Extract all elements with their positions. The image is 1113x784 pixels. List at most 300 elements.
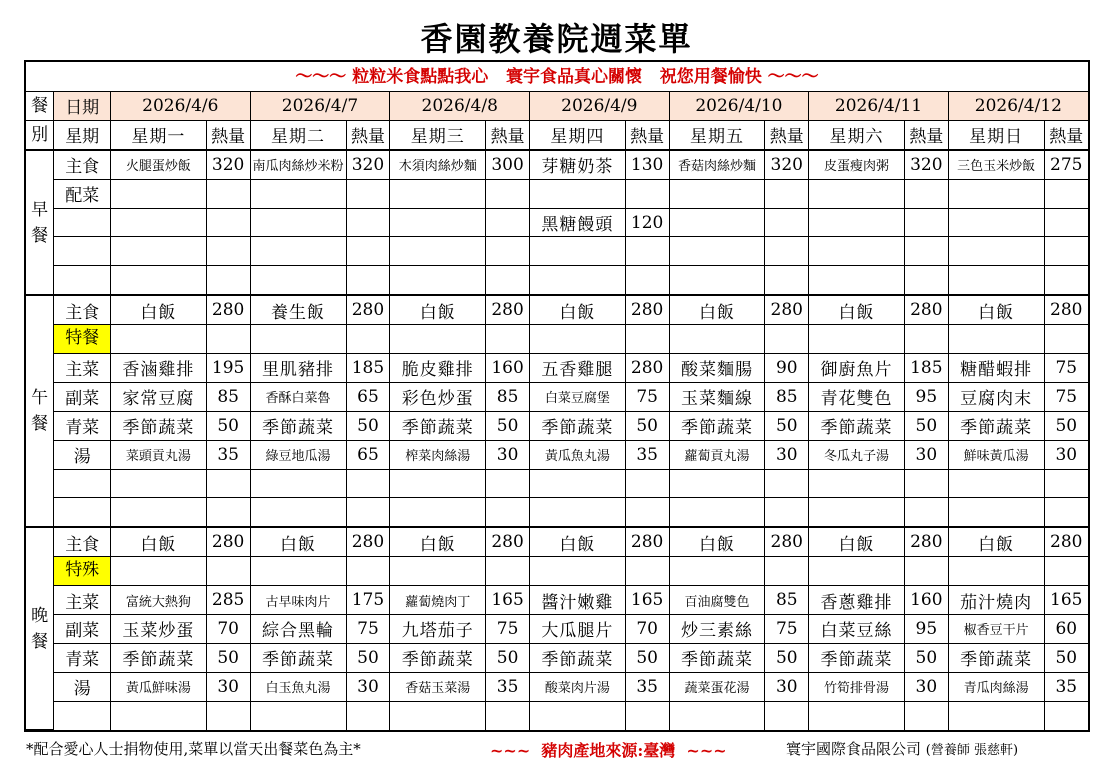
dish-cell: 白菜豆絲	[809, 615, 905, 644]
kcal-cell	[346, 469, 390, 498]
dish-cell: 冬瓜丸子湯	[809, 440, 905, 469]
kcal-cell	[346, 701, 390, 729]
kcal-cell	[486, 208, 530, 237]
category-label	[54, 266, 111, 295]
dish-cell: 香酥白菜魯	[250, 382, 346, 411]
footer-company	[786, 738, 1113, 759]
dish-cell	[809, 237, 905, 266]
category-label	[54, 701, 111, 729]
kcal-cell	[206, 237, 250, 266]
dish-cell: 玉菜麵線	[669, 382, 765, 411]
weekday-cell: 星期六	[809, 120, 905, 149]
dish-cell	[390, 266, 486, 295]
date-label: 日期	[54, 92, 111, 120]
kcal-cell: 50	[625, 411, 669, 440]
kcal-cell	[1044, 557, 1088, 586]
banner-slogan: ～～～ 粒粒米食點點我心 寰宇食品真心關懷 祝您用餐愉快 ～～～	[26, 62, 1088, 92]
kcal-cell	[904, 266, 948, 295]
category-label	[54, 469, 111, 498]
dish-cell: 白飯	[530, 527, 626, 556]
weekday-cell: 星期五	[669, 120, 765, 149]
kcal-cell: 75	[346, 615, 390, 644]
dish-cell: 青瓜肉絲湯	[948, 672, 1044, 701]
dish-cell: 白飯	[809, 527, 905, 556]
category-label: 湯	[54, 672, 111, 701]
dish-cell	[390, 325, 486, 354]
kcal-cell: 50	[765, 411, 809, 440]
dish-cell: 季節蔬菜	[530, 411, 626, 440]
kcal-cell	[765, 557, 809, 586]
dish-cell	[809, 701, 905, 729]
dish-cell: 芽糖奶茶	[530, 150, 626, 179]
kcal-cell: 280	[904, 295, 948, 324]
kcal-cell: 95	[904, 615, 948, 644]
kcal-cell: 30	[346, 672, 390, 701]
dish-cell: 百油腐雙色	[669, 586, 765, 615]
dish-cell	[111, 208, 207, 237]
dish-cell	[530, 469, 626, 498]
kcal-cell: 35	[206, 440, 250, 469]
category-label	[54, 237, 111, 266]
dish-cell	[809, 469, 905, 498]
kcal-header: 熱量	[765, 120, 809, 149]
category-label: 主菜	[54, 354, 111, 383]
kcal-cell	[206, 266, 250, 295]
kcal-cell	[1044, 469, 1088, 498]
dish-cell	[809, 179, 905, 208]
dish-cell: 榨菜肉絲湯	[390, 440, 486, 469]
dish-cell	[250, 266, 346, 295]
kcal-cell: 280	[1044, 527, 1088, 556]
dish-cell: 白飯	[111, 527, 207, 556]
category-label	[54, 557, 111, 586]
dish-cell	[809, 498, 905, 527]
dish-cell: 青花雙色	[809, 382, 905, 411]
kcal-cell	[206, 557, 250, 586]
kcal-cell	[486, 266, 530, 295]
dish-cell	[948, 237, 1044, 266]
dish-cell: 鮮味黃瓜湯	[948, 440, 1044, 469]
kcal-cell: 70	[625, 615, 669, 644]
kcal-cell: 50	[346, 411, 390, 440]
dish-cell: 酸菜麵腸	[669, 354, 765, 383]
dish-cell	[530, 325, 626, 354]
kcal-cell: 85	[765, 586, 809, 615]
kcal-cell	[904, 179, 948, 208]
kcal-cell: 50	[1044, 643, 1088, 672]
dish-cell	[111, 179, 207, 208]
kcal-cell: 280	[625, 354, 669, 383]
kcal-cell: 275	[1044, 150, 1088, 179]
dish-cell	[390, 179, 486, 208]
dish-cell	[530, 179, 626, 208]
kcal-header: 熱量	[346, 120, 390, 149]
kcal-cell	[904, 237, 948, 266]
kcal-cell: 50	[206, 643, 250, 672]
category-highlight: 特殊	[54, 557, 110, 585]
dish-cell	[390, 208, 486, 237]
kcal-cell	[1044, 208, 1088, 237]
kcal-cell	[765, 325, 809, 354]
dish-cell: 糖醋蝦排	[948, 354, 1044, 383]
kcal-cell: 320	[346, 150, 390, 179]
weekday-cell: 星期二	[250, 120, 346, 149]
dish-cell: 養生飯	[250, 295, 346, 324]
dish-cell: 季節蔬菜	[669, 411, 765, 440]
date-cell: 2026/4/12	[948, 92, 1088, 120]
category-label: 湯	[54, 440, 111, 469]
dish-cell	[948, 498, 1044, 527]
date-cell: 2026/4/8	[390, 92, 530, 120]
dish-cell: 御廚魚片	[809, 354, 905, 383]
meal-header-top: 餐	[26, 92, 54, 120]
meal-label-dinner: 晚 餐	[26, 527, 54, 729]
kcal-cell: 185	[904, 354, 948, 383]
kcal-cell: 185	[346, 354, 390, 383]
kcal-cell: 280	[765, 527, 809, 556]
kcal-cell	[904, 701, 948, 729]
footer-pork-origin: ~~~ 豬肉產地來源:臺灣 ~~~	[490, 741, 727, 760]
kcal-cell: 50	[346, 643, 390, 672]
dish-cell	[669, 701, 765, 729]
kcal-cell: 90	[765, 354, 809, 383]
dish-cell: 古早味肉片	[250, 586, 346, 615]
kcal-cell	[346, 325, 390, 354]
kcal-cell: 65	[346, 440, 390, 469]
dish-cell	[250, 469, 346, 498]
dish-cell: 白玉魚丸湯	[250, 672, 346, 701]
dish-cell	[390, 469, 486, 498]
kcal-cell: 285	[206, 586, 250, 615]
category-label: 青菜	[54, 643, 111, 672]
kcal-cell	[1044, 266, 1088, 295]
kcal-cell: 30	[1044, 440, 1088, 469]
category-label	[54, 208, 111, 237]
kcal-cell	[1044, 498, 1088, 527]
dish-cell	[669, 325, 765, 354]
page-title: 香園教養院週菜單	[420, 20, 693, 58]
kcal-cell: 130	[625, 150, 669, 179]
dish-cell	[250, 557, 346, 586]
dish-cell	[669, 208, 765, 237]
footer-note: *配合愛心人士捐物使用,菜單以當天出餐菜色為主*	[26, 740, 361, 758]
dish-cell: 白飯	[948, 527, 1044, 556]
kcal-cell: 280	[486, 527, 530, 556]
dish-cell	[948, 208, 1044, 237]
kcal-cell: 95	[904, 382, 948, 411]
kcal-cell: 165	[1044, 586, 1088, 615]
dish-cell: 綜合黑輪	[250, 615, 346, 644]
kcal-cell: 165	[625, 586, 669, 615]
weekday-cell: 星期三	[390, 120, 486, 149]
kcal-cell	[625, 325, 669, 354]
kcal-cell	[346, 266, 390, 295]
kcal-cell: 50	[625, 643, 669, 672]
kcal-cell: 50	[904, 643, 948, 672]
dish-cell: 彩色炒蛋	[390, 382, 486, 411]
dish-cell: 醬汁嫩雞	[530, 586, 626, 615]
kcal-cell	[346, 557, 390, 586]
kcal-cell	[625, 701, 669, 729]
dish-cell	[809, 557, 905, 586]
dish-cell: 季節蔬菜	[669, 643, 765, 672]
dish-cell: 茄汁燒肉	[948, 586, 1044, 615]
dish-cell: 炒三素絲	[669, 615, 765, 644]
dish-cell: 白飯	[669, 527, 765, 556]
kcal-cell: 30	[486, 440, 530, 469]
kcal-cell	[765, 701, 809, 729]
kcal-cell: 85	[206, 382, 250, 411]
kcal-cell: 280	[346, 295, 390, 324]
kcal-cell: 300	[486, 150, 530, 179]
kcal-cell	[765, 237, 809, 266]
weekday-label: 星期	[54, 120, 111, 149]
dish-cell	[250, 498, 346, 527]
kcal-cell	[904, 325, 948, 354]
dish-cell	[948, 557, 1044, 586]
kcal-cell: 35	[625, 672, 669, 701]
date-cell: 2026/4/11	[809, 92, 949, 120]
kcal-header: 熱量	[625, 120, 669, 149]
kcal-cell: 70	[206, 615, 250, 644]
dish-cell: 香菇玉菜湯	[390, 672, 486, 701]
dish-cell: 白菜豆腐堡	[530, 382, 626, 411]
category-label: 主食	[54, 527, 111, 556]
dish-cell: 九塔茄子	[390, 615, 486, 644]
kcal-cell: 60	[1044, 615, 1088, 644]
kcal-cell	[346, 237, 390, 266]
kcal-cell	[1044, 237, 1088, 266]
kcal-cell: 280	[765, 295, 809, 324]
dish-cell: 綠豆地瓜湯	[250, 440, 346, 469]
kcal-cell	[904, 557, 948, 586]
dish-cell	[250, 179, 346, 208]
menu-table	[26, 92, 1088, 730]
kcal-cell	[486, 557, 530, 586]
kcal-cell: 280	[486, 295, 530, 324]
kcal-cell	[206, 701, 250, 729]
kcal-cell: 85	[486, 382, 530, 411]
dish-cell: 黃瓜鮮味湯	[111, 672, 207, 701]
meal-label-lunch: 午 餐	[26, 295, 54, 527]
weekday-cell: 星期四	[530, 120, 626, 149]
dish-cell	[809, 266, 905, 295]
kcal-cell: 320	[206, 150, 250, 179]
kcal-cell: 50	[486, 643, 530, 672]
dish-cell	[948, 325, 1044, 354]
kcal-cell: 35	[1044, 672, 1088, 701]
dish-cell: 大瓜腿片	[530, 615, 626, 644]
dish-cell: 火腿蛋炒飯	[111, 150, 207, 179]
kcal-cell	[1044, 701, 1088, 729]
dish-cell	[669, 266, 765, 295]
kcal-cell	[625, 237, 669, 266]
kcal-cell: 75	[1044, 354, 1088, 383]
date-cell: 2026/4/10	[669, 92, 809, 120]
kcal-cell: 280	[206, 527, 250, 556]
dish-cell: 季節蔬菜	[250, 411, 346, 440]
dish-cell: 富統大熱狗	[111, 586, 207, 615]
dish-cell: 季節蔬菜	[809, 643, 905, 672]
kcal-cell	[765, 266, 809, 295]
kcal-cell	[486, 469, 530, 498]
dish-cell: 蔬菜蛋花湯	[669, 672, 765, 701]
dish-cell	[390, 498, 486, 527]
kcal-cell: 165	[486, 586, 530, 615]
dietitian-name: (營養師 張慈軒)	[925, 743, 1019, 758]
dish-cell: 菜頭貢丸湯	[111, 440, 207, 469]
kcal-header: 熱量	[486, 120, 530, 149]
dish-cell	[390, 701, 486, 729]
dish-cell	[111, 266, 207, 295]
kcal-cell: 195	[206, 354, 250, 383]
kcal-cell: 160	[904, 586, 948, 615]
dish-cell	[530, 701, 626, 729]
dish-cell: 五香雞腿	[530, 354, 626, 383]
kcal-cell	[486, 325, 530, 354]
date-cell: 2026/4/9	[530, 92, 670, 120]
kcal-cell: 175	[346, 586, 390, 615]
dish-cell: 玉菜炒蛋	[111, 615, 207, 644]
kcal-cell: 50	[1044, 411, 1088, 440]
dish-cell	[948, 469, 1044, 498]
dish-cell: 季節蔬菜	[948, 643, 1044, 672]
kcal-cell	[765, 469, 809, 498]
kcal-cell: 75	[765, 615, 809, 644]
dish-cell	[250, 325, 346, 354]
dish-cell	[669, 498, 765, 527]
kcal-cell: 50	[904, 411, 948, 440]
kcal-cell	[625, 469, 669, 498]
category-label: 青菜	[54, 411, 111, 440]
category-label: 主食	[54, 295, 111, 324]
kcal-cell	[486, 701, 530, 729]
dish-cell: 木須肉絲炒麵	[390, 150, 486, 179]
dish-cell	[530, 498, 626, 527]
dish-cell: 香蔥雞排	[809, 586, 905, 615]
category-label	[54, 498, 111, 527]
dish-cell	[669, 237, 765, 266]
kcal-cell	[486, 237, 530, 266]
kcal-cell	[486, 498, 530, 527]
kcal-cell: 30	[206, 672, 250, 701]
category-highlight: 特餐	[54, 325, 110, 353]
kcal-cell: 50	[486, 411, 530, 440]
dish-cell	[530, 266, 626, 295]
kcal-cell: 320	[904, 150, 948, 179]
kcal-cell	[206, 498, 250, 527]
category-label: 副菜	[54, 615, 111, 644]
dish-cell: 季節蔬菜	[530, 643, 626, 672]
category-label: 配菜	[54, 179, 111, 208]
dish-cell: 白飯	[390, 527, 486, 556]
kcal-cell	[765, 179, 809, 208]
dish-cell	[111, 498, 207, 527]
dish-cell	[250, 208, 346, 237]
dish-cell: 白飯	[669, 295, 765, 324]
dish-cell	[111, 237, 207, 266]
category-label	[54, 325, 111, 354]
dish-cell: 酸菜肉片湯	[530, 672, 626, 701]
dish-cell: 黃瓜魚丸湯	[530, 440, 626, 469]
kcal-cell: 30	[904, 440, 948, 469]
dish-cell: 季節蔬菜	[809, 411, 905, 440]
dish-cell: 白飯	[390, 295, 486, 324]
company-name: 寰宇國際食品限公司	[786, 740, 922, 758]
dish-cell	[669, 469, 765, 498]
date-cell: 2026/4/7	[250, 92, 390, 120]
dish-cell: 白飯	[809, 295, 905, 324]
dish-cell: 季節蔬菜	[390, 643, 486, 672]
dish-cell: 季節蔬菜	[948, 411, 1044, 440]
kcal-cell: 30	[765, 440, 809, 469]
dish-cell	[390, 557, 486, 586]
kcal-cell	[765, 498, 809, 527]
dish-cell: 蘿蔔燒肉丁	[390, 586, 486, 615]
dish-cell: 皮蛋瘦肉粥	[809, 150, 905, 179]
kcal-cell	[206, 208, 250, 237]
dish-cell	[809, 208, 905, 237]
kcal-cell	[625, 179, 669, 208]
dish-cell: 季節蔬菜	[390, 411, 486, 440]
kcal-cell: 30	[904, 672, 948, 701]
kcal-header: 熱量	[1044, 120, 1088, 149]
dish-cell: 白飯	[948, 295, 1044, 324]
kcal-cell: 280	[1044, 295, 1088, 324]
dish-cell	[250, 701, 346, 729]
dish-cell: 脆皮雞排	[390, 354, 486, 383]
dish-cell: 黑糖饅頭	[530, 208, 626, 237]
dish-cell	[111, 557, 207, 586]
category-label: 副菜	[54, 382, 111, 411]
kcal-cell: 280	[904, 527, 948, 556]
dish-cell	[948, 701, 1044, 729]
kcal-cell	[1044, 325, 1088, 354]
dish-cell: 里肌豬排	[250, 354, 346, 383]
kcal-cell	[1044, 179, 1088, 208]
kcal-cell	[904, 208, 948, 237]
dish-cell: 季節蔬菜	[111, 643, 207, 672]
dish-cell: 三色玉米炒飯	[948, 150, 1044, 179]
kcal-cell	[904, 469, 948, 498]
kcal-cell	[625, 498, 669, 527]
kcal-cell: 280	[206, 295, 250, 324]
dish-cell	[669, 179, 765, 208]
meal-label-breakfast: 早 餐	[26, 150, 54, 295]
dish-cell	[530, 557, 626, 586]
kcal-cell: 35	[625, 440, 669, 469]
dish-cell: 白飯	[111, 295, 207, 324]
kcal-cell: 50	[206, 411, 250, 440]
dish-cell: 香菇肉絲炒麵	[669, 150, 765, 179]
dish-cell	[250, 237, 346, 266]
dish-cell	[111, 325, 207, 354]
kcal-cell	[346, 208, 390, 237]
kcal-cell: 75	[625, 382, 669, 411]
kcal-cell	[904, 498, 948, 527]
dish-cell: 季節蔬菜	[111, 411, 207, 440]
kcal-cell	[486, 179, 530, 208]
dish-cell	[111, 701, 207, 729]
kcal-cell	[346, 498, 390, 527]
kcal-cell: 320	[765, 150, 809, 179]
dish-cell: 蘿蔔貢丸湯	[669, 440, 765, 469]
kcal-cell: 85	[765, 382, 809, 411]
weekday-cell: 星期一	[111, 120, 207, 149]
kcal-cell	[206, 179, 250, 208]
dish-cell: 白飯	[530, 295, 626, 324]
kcal-cell	[625, 266, 669, 295]
